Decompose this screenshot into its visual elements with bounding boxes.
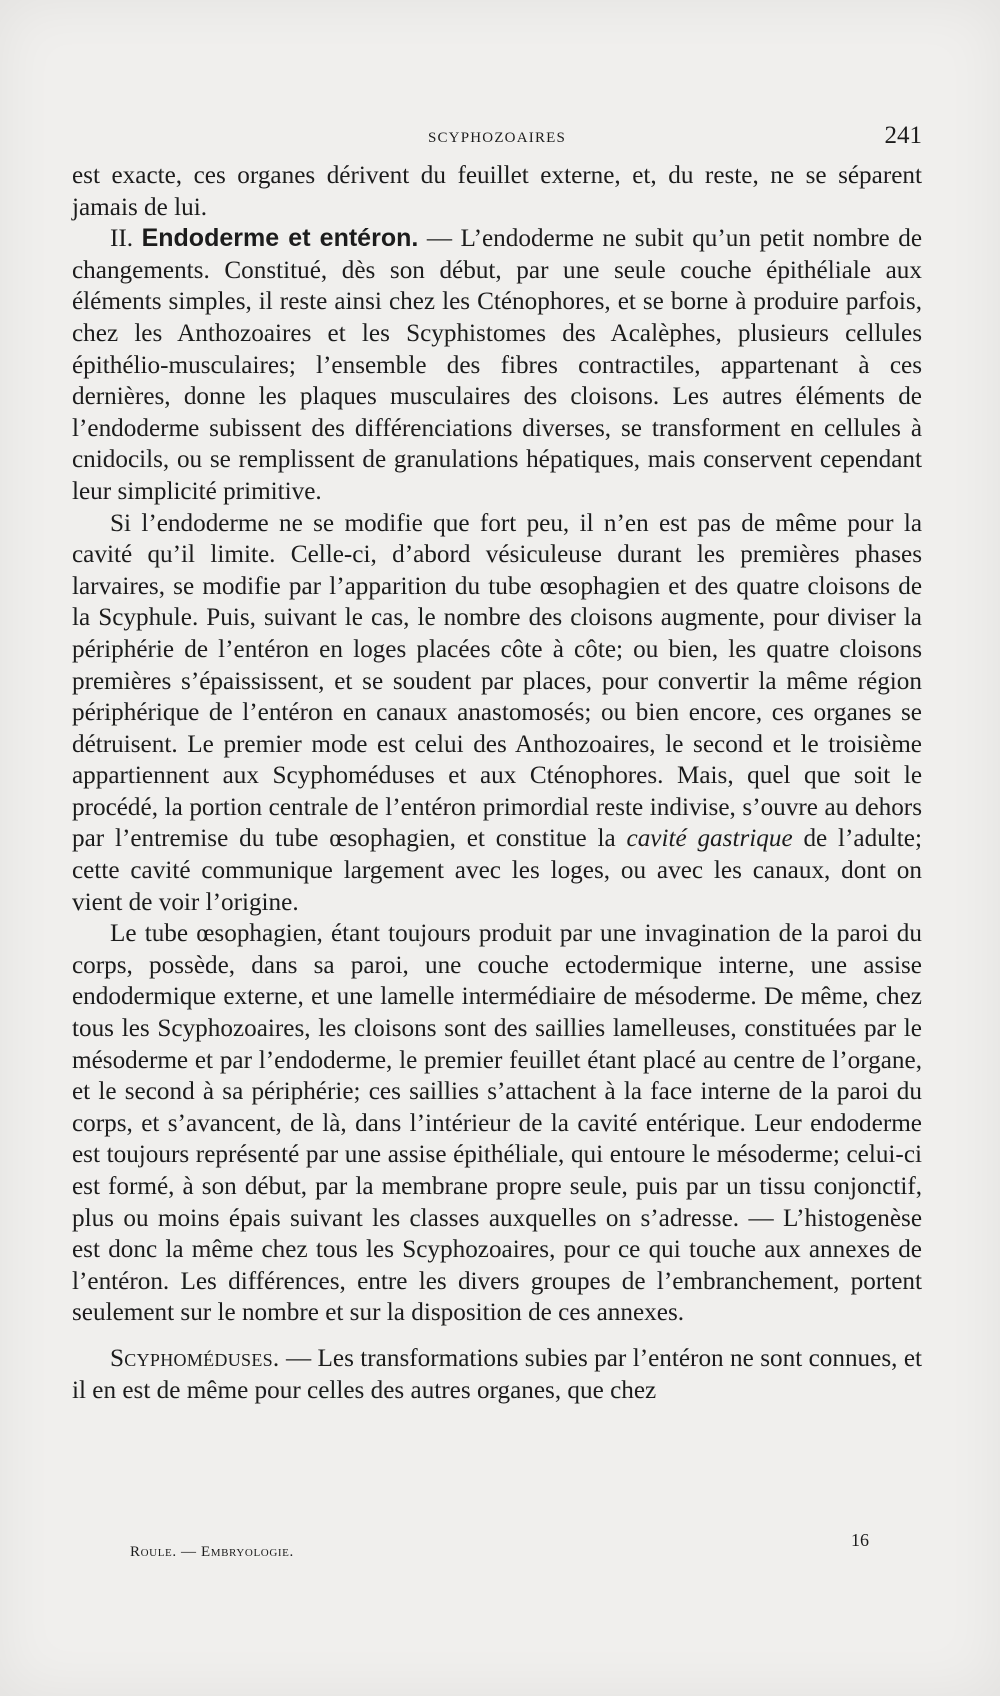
paragraph-text: — L’endoderme ne subit qu’un petit nombre de changements. Constitué, dès son début, par une seule couche épithéliale aux éléments simples, il reste ainsi chez les Cténophores, et se borne à produire parfois, chez les Anthozoaires et les Scyphistomes des Acalèphes, plusieurs cellules épithélio-musculaires; l’ensemble des fibres contractiles, appartenant à ces dernières, donne les plaques musculaires des cloisons. Les autres éléments de l’endoderme subissent des différenciations diverses, se transforment en cellules à cnidocils, ou se remplissent de granulations hépatiques, mais conservent cependant leur simplicité primitive. [72, 225, 923, 505]
section-heading: Endoderme et entéron. [141, 224, 419, 253]
paragraph-text: Si l’endoderme ne se modifie que fort peu, il n’en est pas de même pour la cavité qu’il limite. Celle-ci, d’abord vésiculeuse durant les premières phases larvaires, se modifie par l’apparition du tube œsophagien et des quatre cloisons de la Scyphule. Puis, suivant le cas, le nombre des cloisons augmente, pour diviser la périphérie de l’entéron en loges placées côte à côte; ou bien, les quatre cloisons premières s’épaississent, et se soudent par places, pour convertir la même région périphérique de l’entéron en canaux anastomosés; ou bien encore, ces organes se détruisent. Le premier mode est celui des Anthozoaires, le second et le troisième appartiennent aux Scyphoméduses et aux Cténophores. Mais, quel que soit le procédé, la portion centrale de l’entéron primordial reste indivise, s’ouvre au dehors par l’entremise du tube œsophagien, et constitue la [72, 509, 922, 853]
italic-term: cavité gastrique [626, 825, 793, 853]
body-text [72, 160, 922, 1406]
paragraph-scyphomeduses [72, 1343, 922, 1406]
paragraph-continuation: est exacte, ces organes dérivent du feuillet externe, et, du reste, ne se séparent jamais de lui. [72, 162, 922, 221]
paragraph-cavite [72, 508, 922, 919]
footer-author-title: Roule. — Embryologie. [130, 1544, 294, 1560]
paragraph-text: — Les transformations subies par l’entéron ne sont connues, et il en est de même pour celles des autres organes, que chez [72, 1344, 922, 1404]
signature-mark: 16 [851, 1530, 869, 1550]
running-title: SCYPHOZOAIRES [427, 130, 567, 146]
paragraph-tube-oesophagien: Le tube œsophagien, étant toujours produit par une invagination de la paroi du corps, possède, dans sa paroi, une couche ectodermique interne, une assise endodermique externe, et une lamelle intermédiaire de mésoderme. De même, chez tous les Scyphozoaires, les cloisons sont des saillies lamelleuses, constituées par le mésoderme et par l’endoderme, le premier feuillet étant placé au centre de l’organe, et le second à sa périphérie; ces saillies s’attachent à la face interne de la paroi du corps, et s’avancent, de là, dans l’intérieur de la cavité entérique. Leur endoderme est toujours représenté par une assise épithéliale, qui entoure le mésoderme; celui-ci est formé, à son début, par la membrane propre seule, puis par un tissu conjonctif, plus ou moins épais suivant les classes auxquelles on s’adresse. — L’histogenèse est donc la même chez tous les Scyphozoaires, pour ce qui touche aux annexes de l’entéron. Les différences, entre les divers groupes de l’embranchement, portent seulement sur le nombre et sur la disposition de ces annexes. [72, 920, 922, 1327]
page-number: 241 [884, 122, 922, 149]
paragraph-text: de l’adulte; cette cavité communique largement avec les loges, ou avec les canaux, dont on vient de voir l’origine. [72, 825, 922, 916]
section-number: II. [110, 225, 142, 253]
subsection-label: Scyphoméduses. [110, 1344, 280, 1372]
page-header [72, 122, 922, 158]
paragraph-endoderme [72, 223, 922, 507]
